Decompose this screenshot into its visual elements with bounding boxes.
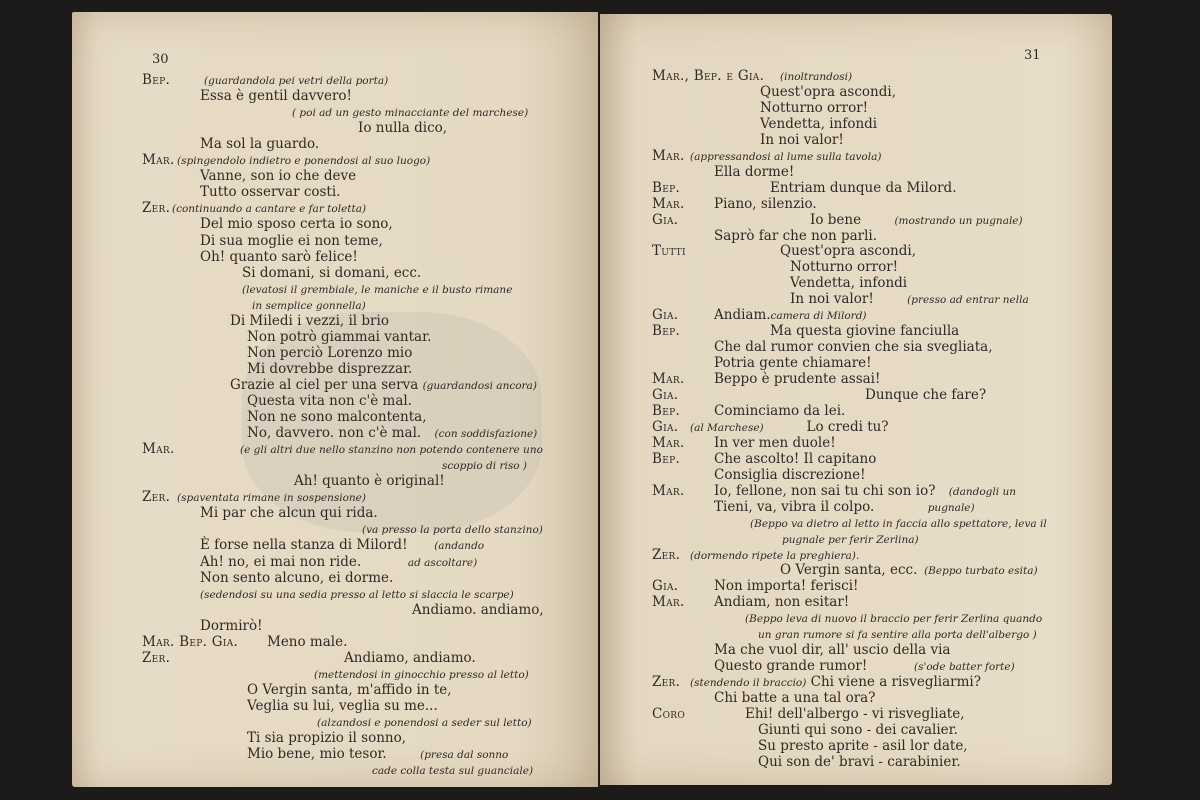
text-line — [247, 409, 427, 425]
speaker-label: Mar. — [652, 594, 685, 611]
text-line — [714, 339, 992, 355]
stage-direction: cade colla testa sul guanciale) — [372, 765, 534, 778]
speaker-label: Bep. — [652, 402, 681, 419]
text-line — [714, 658, 1015, 675]
verse-text: Ah! no, ei mai non ride. — [200, 553, 362, 570]
text-line — [758, 738, 968, 754]
verse-text: Mio bene, mio tesor. — [247, 746, 387, 763]
verse-text: Io nulla dico, — [358, 120, 448, 137]
text-line — [200, 537, 484, 554]
speaker-label: Bep. — [652, 179, 681, 196]
verse-text: Che ascolto! Il capitano — [714, 450, 877, 467]
left-page — [72, 12, 598, 787]
stage-direction: (presa dal sonno — [386, 749, 509, 762]
speaker-label: Mar. Bep. Gia. — [142, 633, 239, 650]
text-line — [690, 419, 889, 436]
stage-direction: pugnale per ferir Zerlina) — [782, 533, 919, 546]
verse-text: Quest'opra ascondi, — [760, 83, 896, 100]
speaker-label: Mar. — [652, 147, 685, 164]
verse-text: Entriam dunque da Milord. — [770, 179, 957, 196]
verse-text: Tutto osservar costi. — [200, 184, 341, 201]
text-line — [780, 243, 916, 259]
stage-direction: (alzandosi e ponendosi a seder sul letto) — [317, 717, 532, 729]
text-line — [247, 329, 431, 345]
stage-direction: (inoltrandosi) — [780, 71, 853, 83]
text-line — [714, 483, 1016, 500]
right-page — [600, 14, 1112, 785]
verse-text: Non ne sono malcontenta, — [247, 409, 427, 426]
stage-direction: (Beppo turbato esita) — [917, 565, 1038, 578]
stage-direction: (spaventata rimane in sospensione) — [177, 492, 366, 505]
text-line — [790, 291, 1029, 308]
text-line — [200, 618, 263, 634]
text-line — [247, 361, 412, 377]
verse-text: In noi valor! — [760, 131, 844, 148]
text-line — [745, 706, 965, 722]
text-line — [230, 377, 537, 394]
verse-text: Non sento alcuno, ei dorme. — [200, 569, 394, 586]
verse-text: Su presto aprite - asil lor date, — [758, 737, 968, 754]
stage-direction: (sedendosi su una sedia presso al letto si slaccia le scarpe) — [200, 588, 514, 601]
text-line — [790, 275, 907, 291]
verse-text: Beppo è prudente assai! — [714, 371, 881, 388]
text-line — [782, 531, 919, 548]
stage-direction: (al Marchese) — [690, 421, 764, 434]
text-line — [252, 297, 366, 314]
text-line — [242, 281, 512, 298]
verse-text: Questa vita non c'è mal. — [247, 393, 412, 409]
text-line — [714, 578, 858, 594]
text-line — [758, 626, 1037, 643]
verse-text: Saprò far che non parli. — [714, 227, 878, 244]
text-line — [344, 650, 476, 666]
stage-direction: ( poi ad un gesto minacciante del marchese) — [292, 107, 529, 120]
stage-direction: (mettendosi in ginocchio presso al letto) — [314, 668, 529, 681]
speaker-label: Mar. — [652, 434, 685, 451]
verse-text: No, davvero. non c'è mal. — [247, 425, 422, 442]
text-line — [200, 570, 393, 586]
speaker-label: Mar. — [142, 441, 175, 458]
verse-text: Questo grande rumor! — [714, 658, 868, 675]
speaker-label: Bep. — [652, 450, 681, 467]
text-line — [714, 467, 866, 483]
stage-direction: (presso ad entrar nella — [873, 294, 1029, 307]
verse-text: Notturno orror! — [790, 259, 899, 276]
stage-direction: (s'ode batter forte) — [867, 661, 1015, 674]
text-line — [177, 489, 366, 506]
text-line — [714, 196, 817, 212]
text-line — [247, 393, 412, 409]
stage-direction: (dormendo ripete la preghiera). — [690, 549, 860, 562]
text-line — [200, 136, 319, 152]
text-line — [242, 265, 421, 281]
stage-direction: (appressandosi al lume sulla tavola) — [690, 150, 882, 163]
text-line — [204, 72, 388, 89]
text-line — [200, 168, 356, 184]
verse-text: Quest'opra ascondi, — [780, 243, 916, 260]
stage-direction: scoppio di riso ) — [442, 460, 527, 473]
text-line — [780, 562, 1038, 579]
text-line — [690, 674, 981, 691]
stage-direction: (levatosi il grembiale, le maniche e il busto rimane — [242, 283, 513, 296]
speaker-label: Gia. — [652, 307, 679, 324]
verse-text: Oh! quanto sarò felice! — [200, 248, 358, 265]
text-line — [758, 722, 958, 738]
verse-text: Che dal rumor convien che sia svegliata, — [714, 339, 993, 356]
verse-text: Potria gente chiamare! — [714, 355, 872, 372]
verse-text: Ma sol la guardo. — [200, 136, 320, 153]
text-line — [294, 473, 445, 489]
text-line — [200, 233, 383, 249]
verse-text: In noi valor! — [790, 291, 874, 308]
stage-direction: (Beppo va dietro al letto in faccia allo spettatore, leva il — [750, 517, 1047, 530]
verse-text: È forse nella stanza di Milord! — [200, 537, 408, 554]
text-line — [758, 754, 961, 770]
verse-text: Di sua moglie ei non teme, — [200, 232, 383, 249]
verse-text: Ella dorme! — [714, 163, 795, 180]
stage-direction: (mostrando un pugnale) — [861, 214, 1023, 227]
speaker-label: Mar. — [652, 195, 685, 212]
stage-direction: in semplice gonnella) — [252, 299, 366, 312]
text-line — [760, 84, 896, 100]
text-line — [714, 371, 880, 387]
text-line — [810, 212, 1023, 229]
stage-direction: (andando — [407, 540, 485, 553]
page-number-right: 31 — [1024, 48, 1041, 63]
verse-text: Si domani, si domani, ecc. — [242, 264, 422, 281]
verse-text: O Vergin santa, ecc. — [780, 562, 918, 579]
text-line — [690, 148, 881, 165]
text-line — [714, 435, 836, 451]
stage-direction: (e gli altri due nello stanzino non potendo contenere uno — [240, 444, 543, 457]
text-line — [714, 499, 975, 516]
text-line — [200, 249, 358, 265]
text-line — [247, 730, 406, 746]
verse-text: Andiam. — [714, 307, 771, 324]
stage-direction: (spingendolo indietro e ponendosi al suo luogo) — [177, 155, 431, 168]
text-line — [200, 554, 477, 571]
speaker-label: Coro — [652, 706, 686, 722]
text-line — [358, 120, 447, 136]
verse-text: Vendetta, infondi — [760, 115, 878, 132]
text-line — [267, 634, 347, 650]
verse-text: Vanne, son io che deve — [200, 168, 357, 185]
text-line — [690, 547, 859, 564]
verse-text: Lo credi tu? — [763, 418, 889, 435]
text-line — [714, 690, 875, 706]
stage-direction: (va presso la porta dello stanzino) — [362, 524, 543, 537]
text-line — [200, 216, 393, 232]
verse-text: Tieni, va, vibra il colpo. — [714, 498, 875, 515]
text-line — [865, 387, 986, 403]
text-line — [177, 152, 430, 169]
verse-text: Non perciò Lorenzo mio — [247, 344, 413, 361]
text-line — [745, 610, 1042, 627]
stage-direction: (con soddisfazione) — [421, 428, 538, 441]
verse-text: Ma che vuol dir, all' uscio della via — [714, 642, 951, 659]
text-line — [760, 100, 868, 116]
verse-text: In ver men duole! — [714, 434, 836, 451]
stage-direction: camera di Milord) — [770, 310, 867, 323]
stage-direction: (guardandosi ancora) — [422, 379, 537, 392]
speaker-label: Mar. — [652, 371, 685, 388]
speaker-label: Gia. — [652, 418, 679, 435]
speaker-label: Mar. — [652, 482, 685, 499]
verse-text: Non potrò giammai vantar. — [247, 328, 432, 345]
text-line — [230, 313, 389, 329]
verse-text: Del mio sposo certa io sono, — [200, 216, 393, 233]
verse-text: Chi viene a risvegliarmi? — [806, 674, 981, 691]
verse-text: Vendetta, infondi — [790, 275, 908, 292]
verse-text: Piano, silenzio. — [714, 195, 817, 212]
page-number-left: 30 — [152, 52, 169, 67]
text-line — [780, 68, 852, 85]
verse-text: Di Miledi i vezzi, il brio — [230, 312, 389, 329]
speaker-label: Zer. — [652, 674, 681, 691]
verse-text: Ehi! dell'albergo - vi risvegliate, — [745, 706, 965, 722]
verse-text: Mi dovrebbe disprezzar. — [247, 360, 413, 377]
speaker-label: Gia. — [652, 578, 679, 595]
stage-direction: un gran rumore si fa sentire alla porta dell'albergo ) — [758, 629, 1037, 642]
text-line — [200, 184, 340, 200]
stage-direction: pugnale) — [874, 501, 975, 514]
verse-text: Io, fellone, non sai tu chi son io? — [714, 482, 936, 499]
text-line — [200, 88, 352, 104]
verse-text: Meno male. — [267, 633, 348, 650]
verse-text: Io bene — [810, 211, 862, 228]
verse-text: Andiamo. andiamo, — [412, 601, 544, 618]
verse-text: Notturno orror! — [760, 99, 869, 116]
speaker-label: Zer. — [142, 649, 171, 666]
text-line — [714, 451, 876, 467]
text-line — [714, 642, 950, 658]
speaker-label: Mar. — [142, 152, 175, 169]
text-line — [292, 104, 528, 121]
verse-text: Ah! quanto è original! — [294, 473, 445, 490]
speaker-label: Gia. — [652, 387, 679, 403]
stage-direction: (dandogli un — [935, 485, 1016, 498]
text-line — [760, 116, 877, 132]
text-line — [200, 586, 514, 603]
verse-text: Consiglia discrezione! — [714, 466, 866, 483]
verse-text: Andiam, non esitar! — [714, 594, 850, 611]
text-line — [247, 746, 508, 763]
text-line — [412, 602, 544, 618]
speaker-label: Zer. — [142, 200, 171, 217]
text-line — [317, 714, 532, 731]
text-line — [770, 323, 959, 339]
text-line — [314, 666, 529, 683]
speaker-label: Tutti — [652, 243, 686, 260]
text-line — [200, 505, 378, 521]
verse-text: Cominciamo da lei. — [714, 402, 846, 419]
text-line — [750, 515, 1047, 532]
text-line — [714, 164, 794, 180]
verse-text: Grazie al ciel per una serva — [230, 376, 423, 393]
text-line — [714, 307, 867, 324]
text-line — [790, 259, 898, 275]
speaker-label: Bep. — [142, 72, 171, 88]
text-line — [362, 521, 543, 538]
verse-text: Veglia su lui, veglia su me... — [247, 697, 438, 714]
speaker-label: Gia. — [652, 211, 679, 228]
verse-text: Ma questa giovine fanciulla — [770, 323, 960, 340]
speaker-label: Zer. — [142, 489, 171, 506]
text-line — [247, 682, 452, 698]
verse-text: O Vergin santa, m'affido in te, — [247, 681, 452, 698]
text-line — [770, 180, 957, 196]
stage-direction: (guardandola pei vetri della porta) — [204, 75, 389, 87]
speaker-label: Zer. — [652, 546, 681, 563]
stage-direction: (stendendo il braccio) — [690, 677, 807, 690]
speaker-label: Mar., Bep. e Gia. — [652, 68, 765, 84]
text-line — [714, 228, 877, 244]
verse-text: Ti sia propizio il sonno, — [247, 730, 407, 747]
text-line — [442, 457, 527, 474]
stage-direction: (Beppo leva di nuovo il braccio per ferir Zerlina quando — [745, 613, 1043, 626]
text-line — [172, 200, 366, 217]
text-line — [714, 403, 845, 419]
stage-direction: (continuando a cantare e far toletta) — [172, 203, 367, 216]
verse-text: Giunti qui sono - dei cavalier. — [758, 721, 958, 738]
text-line — [247, 345, 412, 361]
verse-text: Mi par che alcun qui rida. — [200, 505, 378, 522]
text-line — [714, 594, 849, 610]
verse-text: Essa è gentil davvero! — [200, 88, 352, 105]
verse-text: Qui son de' bravi - carabinier. — [758, 753, 961, 770]
text-line — [760, 132, 844, 148]
stage-direction: ad ascoltare) — [361, 556, 478, 569]
verse-text: Non importa! ferisci! — [714, 578, 859, 595]
verse-text: Andiamo, andiamo. — [344, 649, 476, 666]
text-line — [714, 355, 872, 371]
verse-text: Dunque che fare? — [865, 387, 987, 403]
verse-text: Dormirò! — [200, 617, 263, 634]
text-line — [247, 425, 537, 442]
verse-text: Chi batte a una tal ora? — [714, 690, 876, 707]
text-line — [240, 441, 543, 458]
speaker-label: Bep. — [652, 323, 681, 340]
text-line — [372, 762, 533, 779]
text-line — [247, 698, 438, 714]
